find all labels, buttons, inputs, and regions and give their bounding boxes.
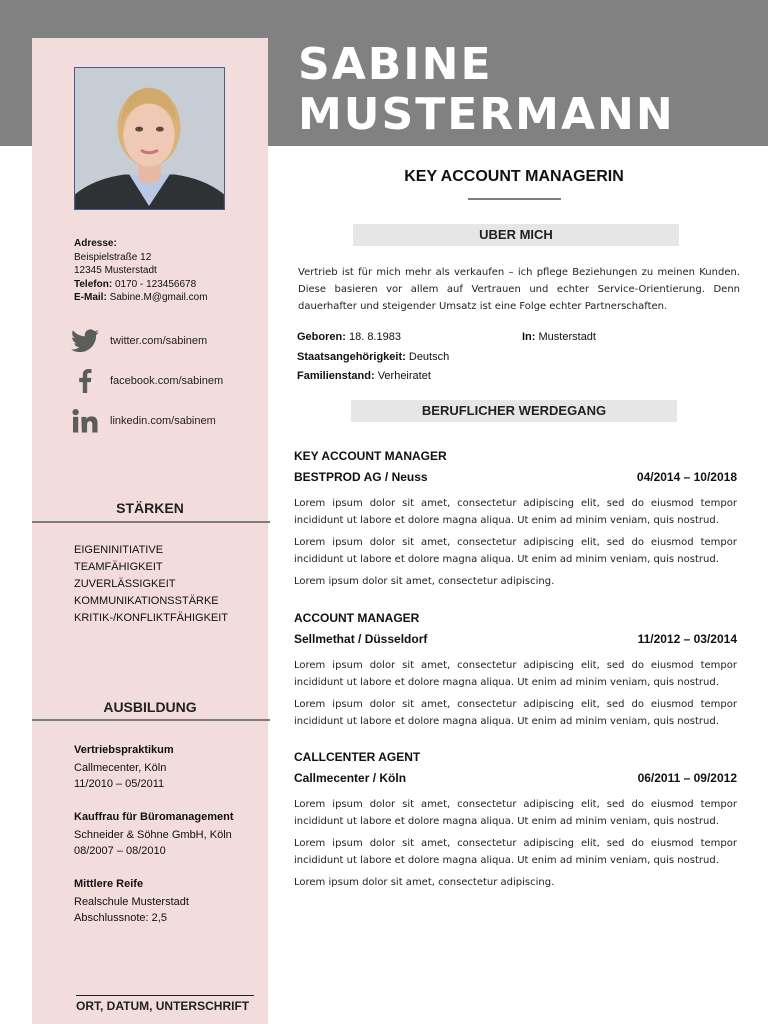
fact-marital-status xyxy=(297,370,431,382)
career-role: ACCOUNT MANAGER xyxy=(294,611,420,625)
strength-item: TEAMFÄHIGKEIT xyxy=(74,561,163,573)
name-last: MUSTERMANN xyxy=(298,89,675,140)
twitter-icon xyxy=(70,327,100,355)
signature-line xyxy=(76,995,254,996)
career-heading: BERUFLICHER WERDEGANG xyxy=(351,400,677,422)
born-label: Geboren: xyxy=(297,331,346,343)
education-title: Vertriebspraktikum xyxy=(74,744,174,756)
strength-item: KRITIK-/KONFLIKTFÄHIGKEIT xyxy=(74,612,229,624)
education-entry xyxy=(74,809,234,860)
education-entry xyxy=(74,742,174,793)
profile-photo xyxy=(74,67,225,210)
career-role: KEY ACCOUNT MANAGER xyxy=(294,449,447,463)
nationality-label: Staatsangehörigkeit: xyxy=(297,351,406,363)
social-facebook[interactable] xyxy=(70,367,223,395)
career-role: CALLCENTER AGENT xyxy=(294,750,421,764)
social-twitter[interactable] xyxy=(70,327,207,355)
career-company: Sellmethat / Düsseldorf xyxy=(294,632,428,646)
education-place: Realschule Musterstadt xyxy=(74,895,189,908)
fact-nationality xyxy=(297,351,449,363)
career-entry xyxy=(294,610,737,730)
about-heading: UBER MICH xyxy=(353,224,679,246)
career-company: Callmecenter / Köln xyxy=(294,771,407,785)
address-street: Beispielstraße 12 xyxy=(74,251,152,263)
career-description: Lorem ipsum dolor sit amet, consectetur adipiscing elit, sed do eiusmod tempor incididunt ut labore et dolore magna aliqua. Ut enim ad minim veniam, quis nostrud. xyxy=(294,660,737,688)
strength-item: ZUVERLÄSSIGKEIT xyxy=(74,578,176,590)
name-first: SABINE xyxy=(298,39,493,90)
address-label: Adresse: xyxy=(74,238,117,249)
education-divider xyxy=(32,719,270,721)
email-label: E-Mail: xyxy=(74,292,107,303)
linkedin-link[interactable]: linkedin.com/sabinem xyxy=(110,415,216,427)
phone-value: 0170 - 123456678 xyxy=(114,278,197,290)
portrait-illustration xyxy=(75,68,224,209)
strength-item: EIGENINITIATIVE xyxy=(74,544,164,556)
career-description: Lorem ipsum dolor sit amet, consectetur adipiscing. xyxy=(294,576,555,587)
strength-item: KOMMUNIKATIONSSTÄRKE xyxy=(74,595,219,607)
twitter-link[interactable]: twitter.com/sabinem xyxy=(110,335,208,347)
fact-birthplace xyxy=(522,331,596,343)
career-description: Lorem ipsum dolor sit amet, consectetur adipiscing. xyxy=(294,877,555,888)
career-description: Lorem ipsum dolor sit amet, consectetur adipiscing elit, sed do eiusmod tempor incididunt ut labore et dolore magna aliqua. Ut enim ad minim veniam, quis nostrud. xyxy=(294,498,737,526)
career-description: Lorem ipsum dolor sit amet, consectetur adipiscing elit, sed do eiusmod tempor incididunt ut labore et dolore magna aliqua. Ut enim ad minim veniam, quis nostrud. xyxy=(294,838,737,866)
education-dates: 11/2010 – 05/2011 xyxy=(74,778,165,790)
strengths-heading: STÄRKEN xyxy=(116,500,184,516)
education-place: Callmecenter, Köln xyxy=(74,761,167,774)
facebook-icon xyxy=(70,367,100,395)
nationality-value: Deutsch xyxy=(408,351,450,363)
marital-label: Familienstand: xyxy=(297,370,375,382)
education-dates: 08/2007 – 08/2010 xyxy=(74,845,166,857)
contact-block xyxy=(74,237,208,305)
email-value: Sabine.M@gmail.com xyxy=(109,292,208,303)
education-entry xyxy=(74,876,189,927)
career-entry xyxy=(294,448,737,590)
signature-label: ORT, DATUM, UNTERSCHRIFT xyxy=(76,999,250,1013)
career-description: Lorem ipsum dolor sit amet, consectetur adipiscing elit, sed do eiusmod tempor incididunt ut labore et dolore magna aliqua. Ut enim ad minim veniam, quis nostrud. xyxy=(294,537,737,565)
career-entry xyxy=(294,749,737,891)
career-description: Lorem ipsum dolor sit amet, consectetur adipiscing elit, sed do eiusmod tempor incididunt ut labore et dolore magna aliqua. Ut enim ad minim veniam, quis nostrud. xyxy=(294,699,737,727)
strengths-list xyxy=(74,542,228,627)
fact-born xyxy=(297,331,401,343)
address-city: 12345 Musterstadt xyxy=(74,265,157,276)
career-company: BESTPROD AG / Neuss xyxy=(294,470,428,484)
education-title: Kauffrau für Büromanagement xyxy=(74,811,234,823)
marital-value: Verheiratet xyxy=(377,370,431,382)
candidate-name xyxy=(298,40,675,140)
career-dates: 04/2014 – 10/2018 xyxy=(636,470,737,484)
education-heading: AUSBILDUNG xyxy=(103,699,197,715)
job-title-divider xyxy=(468,198,561,200)
education-grade: Abschlussnote: 2,5 xyxy=(74,912,167,924)
about-text: Vertrieb ist für mich mehr als verkaufen – ich pflege Beziehungen zu meinen Kunden. Diese basieren vor allem auf Vertrauen und echter Service-Orientierung. Denn dauerhafter und steigender Umsatz ist eine Folge echter Partnerschaften. xyxy=(298,267,740,312)
career-dates: 11/2012 – 03/2014 xyxy=(637,632,737,646)
birthplace-value: Musterstadt xyxy=(538,331,596,343)
linkedin-icon xyxy=(70,407,100,435)
facebook-link[interactable]: facebook.com/sabinem xyxy=(110,375,224,387)
phone-label: Telefon: xyxy=(74,278,113,290)
birthplace-label: In: xyxy=(522,331,536,343)
education-title: Mittlere Reife xyxy=(74,878,144,890)
education-place: Schneider & Söhne GmbH, Köln xyxy=(74,828,232,841)
job-title: KEY ACCOUNT MANAGERIN xyxy=(404,168,624,185)
career-dates: 06/2011 – 09/2012 xyxy=(637,771,737,785)
strengths-divider xyxy=(32,521,270,523)
born-value: 18. 8.1983 xyxy=(348,331,401,343)
social-linkedin[interactable] xyxy=(70,407,216,435)
career-description: Lorem ipsum dolor sit amet, consectetur adipiscing elit, sed do eiusmod tempor incididunt ut labore et dolore magna aliqua. Ut enim ad minim veniam, quis nostrud. xyxy=(294,799,737,827)
